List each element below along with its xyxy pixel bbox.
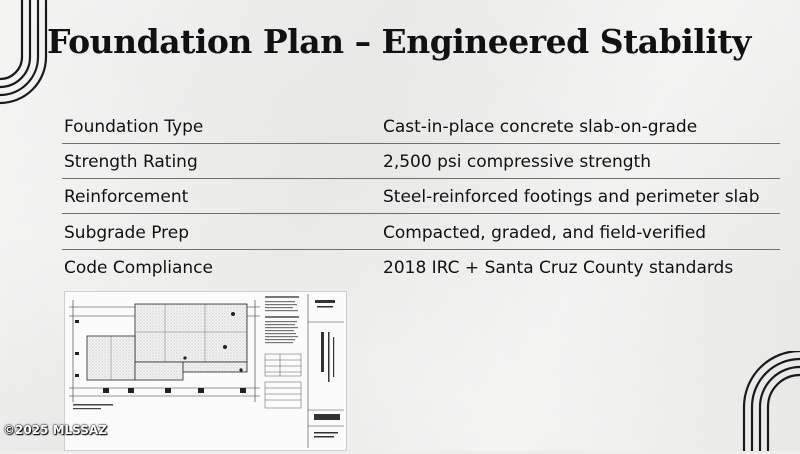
spec-label: Subgrade Prep <box>64 223 190 243</box>
spec-row <box>62 179 780 214</box>
slide-title: Foundation Plan – Engineered Stability <box>47 22 751 61</box>
spec-label: Strength Rating <box>64 152 198 172</box>
copyright-watermark: ©2025 MLSSAZ <box>3 423 107 437</box>
spec-label: Code Compliance <box>64 258 213 278</box>
spec-row <box>62 214 780 250</box>
spec-value: Compacted, graded, and field-verified <box>383 223 707 243</box>
spec-row <box>62 110 780 144</box>
blueprint-image <box>65 292 346 450</box>
spec-value: 2,500 psi compressive strength <box>383 152 651 172</box>
spec-label: Foundation Type <box>64 117 204 137</box>
spec-value: 2018 IRC + Santa Cruz County standards <box>383 258 734 278</box>
specs-table <box>62 110 780 284</box>
spec-value: Cast-in-place concrete slab-on-grade <box>383 117 698 137</box>
spec-label: Reinforcement <box>64 187 189 207</box>
spec-row <box>62 144 780 179</box>
spec-row <box>62 250 780 284</box>
decorative-arcs-bottom-right <box>730 351 800 451</box>
spec-value: Steel-reinforced footings and perimeter slab <box>383 187 760 207</box>
